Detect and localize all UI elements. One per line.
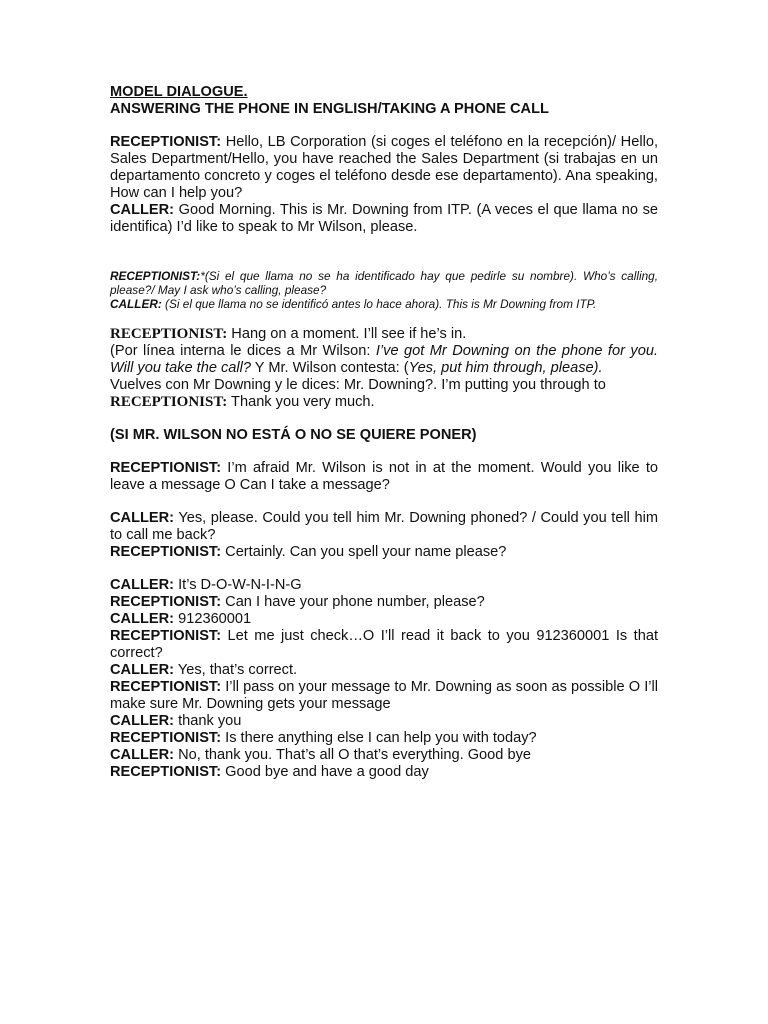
document-body bbox=[110, 84, 658, 781]
transfer-thanks-line bbox=[110, 394, 658, 411]
speaker-label: RECEPTIONIST: bbox=[110, 394, 228, 410]
document-title: MODEL DIALOGUE. bbox=[110, 84, 248, 100]
dialogue-line bbox=[110, 577, 658, 594]
speaker-label: RECEPTIONIST: bbox=[110, 730, 222, 746]
dialogue-text: (Si el que llama no se identificó antes lo hace ahora). This is Mr Downing from ITP. bbox=[161, 297, 597, 311]
dialogue-line bbox=[110, 628, 658, 662]
speaker-label: CALLER: bbox=[110, 297, 162, 311]
dialogue-line bbox=[110, 679, 658, 713]
speaker-label: CALLER: bbox=[110, 202, 175, 218]
dialogue-text: Y Mr. Wilson contesta: ( bbox=[251, 360, 409, 376]
dialogue-line bbox=[110, 747, 658, 764]
dialogue-text: Yes, that’s correct. bbox=[174, 662, 298, 678]
dialogue-text: No, thank you. That’s all O that’s everything. Good bye bbox=[174, 747, 531, 763]
speaker-label: CALLER: bbox=[110, 611, 175, 627]
speaker-label: CALLER: bbox=[110, 662, 175, 678]
intro-receptionist-line bbox=[110, 134, 658, 202]
intro-caller-line bbox=[110, 202, 658, 236]
dialogue-text: *(Si el que llama no se ha identificado hay que pedirle su nombre). Who’s calling, please?/ May I ask who’s calling, please? bbox=[110, 269, 658, 297]
dialogue-text-italic: Yes, put him through, please). bbox=[408, 360, 603, 376]
dialogue-line bbox=[110, 460, 658, 494]
dialogue-text: thank you bbox=[174, 713, 242, 729]
speaker-label: RECEPTIONIST: bbox=[110, 269, 201, 283]
dialogue-text: I’m afraid Mr. Wilson is not in at the moment. Would you like to leave a message O Can I take a message? bbox=[110, 460, 658, 493]
dialogue-text: Thank you very much. bbox=[227, 394, 375, 410]
dialogue-line bbox=[110, 662, 658, 679]
transfer-receptionist-line bbox=[110, 326, 658, 343]
dialogue-text: Yes, please. Could you tell him Mr. Downing phoned? / Could you tell him to call me back? bbox=[110, 510, 658, 543]
dialogue-text: 912360001 bbox=[174, 611, 252, 627]
return-line: Vuelves con Mr Downing y le dices: Mr. Downing?. I’m putting you through to bbox=[110, 377, 606, 393]
speaker-label: RECEPTIONIST: bbox=[110, 326, 228, 342]
speaker-label: RECEPTIONIST: bbox=[110, 460, 222, 476]
dialogue-text: Can I have your phone number, please? bbox=[221, 594, 485, 610]
dialogue-text: Let me just check…O I’ll read it back to you 912360001 Is that correct? bbox=[110, 628, 658, 661]
closing-block bbox=[110, 577, 658, 781]
dialogue-line bbox=[110, 544, 658, 561]
dialogue-line bbox=[110, 594, 658, 611]
dialogue-text: Good Morning. This is Mr. Downing from ITP. (A veces el que llama no se identifica) I’d like to speak to Mr Wilson, please. bbox=[110, 202, 658, 235]
dialogue-text: (Por línea interna le dices a Mr Wilson: bbox=[110, 343, 376, 359]
speaker-label: CALLER: bbox=[110, 747, 175, 763]
dialogue-line bbox=[110, 764, 658, 781]
dialogue-line bbox=[110, 730, 658, 747]
speaker-label: CALLER: bbox=[110, 577, 175, 593]
note-caller-line bbox=[110, 297, 658, 311]
dialogue-text: Good bye and have a good day bbox=[221, 764, 429, 780]
dialogue-text: It’s D-O-W-N-I-N-G bbox=[174, 577, 302, 593]
speaker-label: RECEPTIONIST: bbox=[110, 544, 222, 560]
speaker-label: RECEPTIONIST: bbox=[110, 594, 222, 610]
dialogue-text: I’ll pass on your message to Mr. Downing as soon as possible O I’ll make sure Mr. Downing gets your message bbox=[110, 679, 658, 712]
internal-call-line bbox=[110, 343, 658, 377]
dialogue-text: Is there anything else I can help you with today? bbox=[221, 730, 537, 746]
speaker-label: RECEPTIONIST: bbox=[110, 628, 222, 644]
dialogue-text: Hello, LB Corporation (si coges el teléfono en la recepción)/ Hello, Sales Department/Hello, you have reached the Sales Department (si trabajas en un departamento concreto y coges el teléfono desde ese departamento). Ana speaking, How can I help you? bbox=[110, 134, 658, 201]
dialogue-line bbox=[110, 713, 658, 730]
dialogue-text: Hang on a moment. I’ll see if he’s in. bbox=[227, 326, 467, 342]
speaker-label: RECEPTIONIST: bbox=[110, 679, 222, 695]
section-heading: (SI MR. WILSON NO ESTÁ O NO SE QUIERE PONER) bbox=[110, 427, 477, 443]
dialogue-text: Certainly. Can you spell your name please? bbox=[221, 544, 507, 560]
speaker-label: RECEPTIONIST: bbox=[110, 764, 222, 780]
document-subtitle: ANSWERING THE PHONE IN ENGLISH/TAKING A PHONE CALL bbox=[110, 101, 549, 117]
speaker-label: RECEPTIONIST: bbox=[110, 134, 222, 150]
dialogue-line bbox=[110, 611, 658, 628]
dialogue-text-italic: I’ve got Mr Downing on the phone for you. Will you take the call? bbox=[110, 343, 658, 376]
message-block bbox=[110, 510, 658, 561]
dialogue-line bbox=[110, 510, 658, 544]
unavailable-block bbox=[110, 460, 658, 494]
speaker-label: CALLER: bbox=[110, 510, 175, 526]
note-receptionist-line bbox=[110, 269, 658, 297]
speaker-label: CALLER: bbox=[110, 713, 175, 729]
